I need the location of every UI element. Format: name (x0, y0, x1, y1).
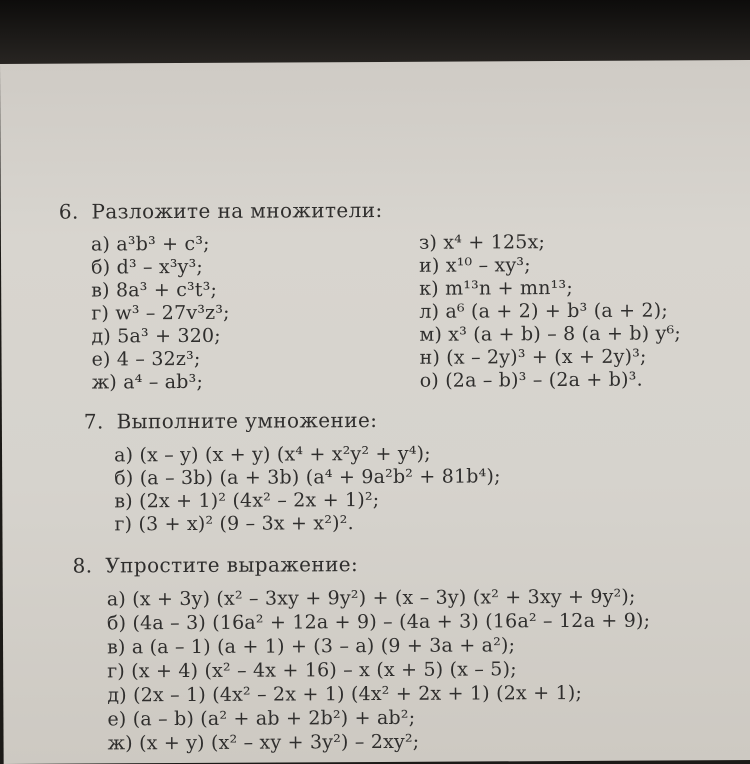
task6-left-item: б) d³ – x³y³; (91, 255, 204, 279)
task7-number: 7. (83, 409, 104, 434)
task7-item: б) (a – 3b) (a + 3b) (a⁴ + 9a²b² + 81b⁴); (114, 465, 501, 490)
task6-left-item: е) 4 – 32z³; (91, 347, 201, 371)
task8-item: в) a (a – 1) (a + 1) + (3 – a) (9 + 3a + a²); (107, 634, 516, 659)
task8-item: д) (2x – 1) (4x² – 2x + 1) (4x² + 2x + 1) (2x + 1); (107, 681, 583, 707)
task8-item: г) (x + 4) (x² – 4x + 16) – x (x + 5) (x – 5); (107, 658, 517, 683)
task6-right-item: о) (2a – b)³ – (2a + b)³. (419, 368, 643, 392)
task6-left-item: д) 5a³ + 320; (91, 324, 221, 348)
task6-heading (59, 198, 383, 224)
task6-left-item: г) w³ – 27v³z³; (91, 301, 230, 325)
task7-item: а) (x – y) (x + y) (x⁴ + x²y² + y⁴); (113, 442, 431, 467)
task6-right-item: л) a⁶ (a + 2) + b³ (a + 2); (419, 299, 668, 323)
task6-number: 6. (58, 199, 79, 224)
task8-item: ж) (x + y) (x² – xy + 3y²) – 2xy²; (107, 730, 420, 755)
task7-heading (84, 408, 378, 434)
task6-left-item: ж) a⁴ – ab³; (91, 370, 204, 394)
task8-item: а) (x + 3y) (x² – 3xy + 9y²) + (x – 3y) (x² + 3xy + 9y²); (106, 585, 636, 611)
task8-item: е) (a – b) (a² + ab + 2b²) + ab²; (107, 706, 416, 731)
task6-right-item: м) x³ (a + b) – 8 (a + b) y⁶; (419, 322, 682, 346)
task6-right-item: и) x¹⁰ – xy³; (419, 254, 531, 277)
task8-item: б) (4a – 3) (16a² + 12a + 9) – (4a + 3) (16a² – 12a + 9); (106, 609, 651, 635)
task7-item: в) (2x + 1)² (4x² – 2x + 1)²; (114, 488, 380, 513)
task6-right-item: з) x⁴ + 125x; (418, 231, 546, 254)
task8-heading (73, 552, 359, 577)
task7-item: г) (3 + x)² (9 – 3x + x²)². (114, 512, 354, 536)
dark-background (0, 0, 750, 70)
task8-number: 8. (72, 553, 93, 578)
task6-left-item: а) a³b³ + c³; (90, 232, 210, 256)
task6-title: Разложите на множители: (91, 197, 383, 224)
task6-right-item: к) m¹³n + mn¹³; (419, 276, 573, 300)
task8-title: Упростите выражение: (105, 552, 359, 578)
task6-right-item: н) (x – 2y)³ + (x + 2y)³; (419, 345, 647, 369)
task7-title: Выполните умножение: (116, 407, 378, 434)
task6-left-item: в) 8a³ + c³t³; (91, 278, 218, 302)
textbook-page (0, 60, 750, 764)
